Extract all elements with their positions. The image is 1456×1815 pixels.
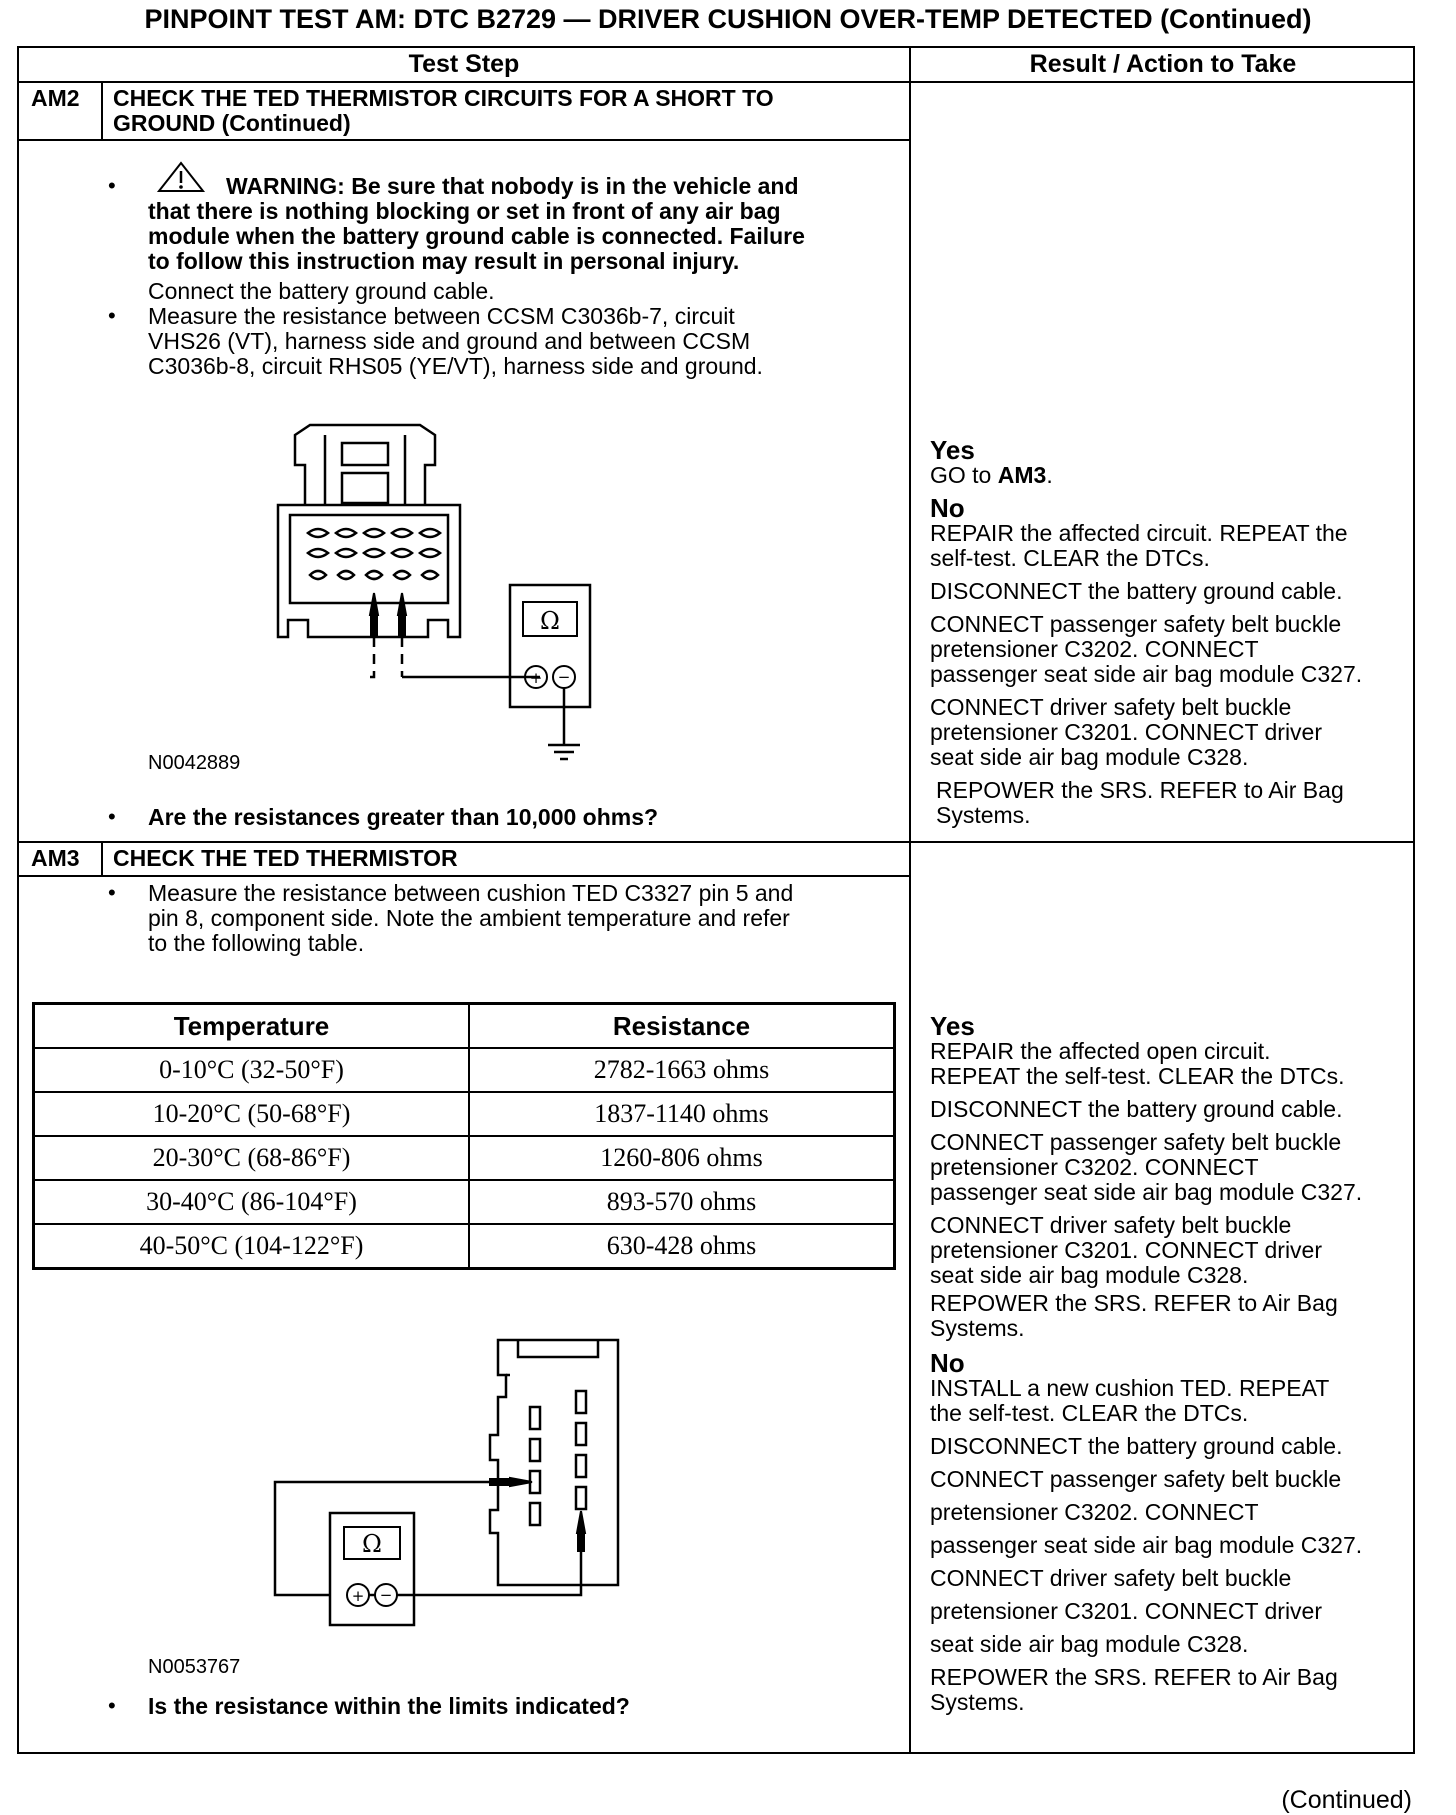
temperature-cell: 0-10°C (32-50°F) bbox=[34, 1048, 470, 1092]
svg-text:+: + bbox=[529, 669, 543, 687]
am3-yes-l4: CONNECT passenger safety belt buckle bbox=[930, 1129, 1342, 1155]
resistance-cell: 1260-806 ohms bbox=[469, 1136, 895, 1180]
bullet: • bbox=[108, 880, 116, 905]
measure-line3: C3036b-8, circuit RHS05 (YE/VT), harness side and ground. bbox=[148, 353, 763, 379]
am3-measure-line1: Measure the resistance between cushion TED C3327 pin 5 and bbox=[148, 880, 794, 906]
resistance-cell: 630-428 ohms bbox=[469, 1224, 895, 1269]
connector-diagram-c3036b bbox=[270, 415, 620, 780]
ohm-symbol: Ω bbox=[540, 607, 560, 635]
measure-line1: Measure the resistance between CCSM C3036b-7, circuit bbox=[148, 303, 735, 329]
am3-no-l7: CONNECT driver safety belt buckle bbox=[930, 1565, 1292, 1591]
warning-line3: module when the battery ground cable is connected. Failure bbox=[148, 223, 805, 249]
am3-yes-l1: REPAIR the affected open circuit. bbox=[930, 1038, 1271, 1064]
temperature-cell: 30-40°C (86-104°F) bbox=[34, 1180, 470, 1224]
warning-line4: to follow this instruction may result in personal injury. bbox=[148, 248, 740, 274]
table-header-row bbox=[34, 1004, 895, 1049]
am3-measure-line3: to the following table. bbox=[148, 930, 365, 956]
table-row bbox=[34, 1180, 895, 1224]
table-row bbox=[34, 1048, 895, 1092]
resistance-cell: 1837-1140 ohms bbox=[469, 1092, 895, 1136]
step-title-am2-line2: GROUND (Continued) bbox=[113, 110, 351, 136]
temperature-cell: 10-20°C (50-68°F) bbox=[34, 1092, 470, 1136]
am3-no-l11: Systems. bbox=[930, 1689, 1025, 1715]
am3-measure-line2: pin 8, component side. Note the ambient temperature and refer bbox=[148, 905, 790, 931]
am2-no-label: No bbox=[930, 493, 965, 523]
am2-result: Yes GO to AM3. No REPAIR the affected circuit. REPEAT the self-test. CLEAR the DTCs. DISCONNECT the battery ground cable. CONNECT passenger safety belt buckle pretensioner C3202. CONNECT passenger seat side air bag module C327. CONNECT driver safety belt buckle pretensioner C3201. CONNECT driver seat side air bag module C328. REPOWER the SRS. REFER to Air Bag Systems. bbox=[930, 438, 1410, 828]
temperature-cell: 20-30°C (68-86°F) bbox=[34, 1136, 470, 1180]
am2-no-l2: self-test. CLEAR the DTCs. bbox=[930, 545, 1210, 571]
continued-label: (Continued) bbox=[1281, 1786, 1412, 1814]
am3-yes-l6: passenger seat side air bag module C327. bbox=[930, 1179, 1363, 1205]
am3-yes-l5: pretensioner C3202. CONNECT bbox=[930, 1154, 1259, 1180]
ohm-symbol: Ω bbox=[362, 1530, 382, 1558]
table-row bbox=[34, 1136, 895, 1180]
am3-result bbox=[930, 1011, 1410, 1715]
connector-diagram-c3327 bbox=[270, 1335, 640, 1660]
resistance-cell: 2782-1663 ohms bbox=[469, 1048, 895, 1092]
header-result: Result / Action to Take bbox=[1029, 50, 1297, 78]
am2-no-l6: passenger seat side air bag module C327. bbox=[930, 661, 1363, 687]
am3-no-l9: seat side air bag module C328. bbox=[930, 1631, 1249, 1657]
temperature-resistance-table bbox=[32, 1002, 896, 1270]
step-title-am2-line1: CHECK THE TED THERMISTOR CIRCUITS FOR A SHORT TO bbox=[113, 85, 774, 111]
page-title: PINPOINT TEST AM: DTC B2729 — DRIVER CUSHION OVER-TEMP DETECTED (Continued) bbox=[144, 4, 1312, 34]
am2-no-l4: CONNECT passenger safety belt buckle bbox=[930, 611, 1342, 637]
temperature-cell: 40-50°C (104-122°F) bbox=[34, 1224, 470, 1269]
am3-yes-l10: REPOWER the SRS. REFER to Air Bag bbox=[930, 1290, 1338, 1316]
step-title-am3: CHECK THE TED THERMISTOR bbox=[113, 845, 458, 871]
bullet: • bbox=[108, 173, 116, 198]
am3-question: Is the resistance within the limits indicated? bbox=[148, 1693, 630, 1719]
figure-id-n0042889: N0042889 bbox=[148, 752, 241, 774]
am2-no-l8: pretensioner C3201. CONNECT driver bbox=[930, 719, 1323, 745]
am2-no-l11: Systems. bbox=[936, 802, 1031, 828]
am2-no-l7: CONNECT driver safety belt buckle bbox=[930, 694, 1292, 720]
am3-yes-l11: Systems. bbox=[930, 1315, 1025, 1341]
am3-yes-l3: DISCONNECT the battery ground cable. bbox=[930, 1096, 1343, 1122]
header-test-step: Test Step bbox=[408, 50, 520, 78]
am3-no-l2: the self-test. CLEAR the DTCs. bbox=[930, 1400, 1249, 1426]
am2-no-l5: pretensioner C3202. CONNECT bbox=[930, 636, 1259, 662]
am3-no-l6: passenger seat side air bag module C327. bbox=[930, 1532, 1363, 1558]
am3-yes-l9: seat side air bag module C328. bbox=[930, 1262, 1249, 1288]
am3-yes-label: Yes bbox=[930, 1011, 975, 1041]
am2-question: Are the resistances greater than 10,000 ohms? bbox=[148, 804, 659, 830]
am3-no-l3: DISCONNECT the battery ground cable. bbox=[930, 1433, 1343, 1459]
svg-text:+: + bbox=[351, 1587, 365, 1605]
figure-id-n0053767: N0053767 bbox=[148, 1656, 241, 1678]
bullet: • bbox=[108, 804, 116, 829]
bullet: • bbox=[108, 303, 116, 328]
connect-instruction: Connect the battery ground cable. bbox=[148, 278, 495, 304]
step-id-am3: AM3 bbox=[31, 845, 80, 871]
am3-yes-l2: REPEAT the self-test. CLEAR the DTCs. bbox=[930, 1063, 1345, 1089]
warning-line2: that there is nothing blocking or set in front of any air bag bbox=[148, 198, 781, 224]
svg-text:−: − bbox=[557, 668, 571, 686]
bullet: • bbox=[108, 1693, 116, 1718]
am3-no-l5: pretensioner C3202. CONNECT bbox=[930, 1499, 1259, 1525]
am3-yes-l7: CONNECT driver safety belt buckle bbox=[930, 1212, 1292, 1238]
table-row bbox=[34, 1224, 895, 1269]
am2-no-l3: DISCONNECT the battery ground cable. bbox=[930, 578, 1343, 604]
column-header-resistance: Resistance bbox=[469, 1004, 895, 1049]
am3-no-l1: INSTALL a new cushion TED. REPEAT bbox=[930, 1375, 1330, 1401]
am3-no-l4: CONNECT passenger safety belt buckle bbox=[930, 1466, 1342, 1492]
column-header-temperature: Temperature bbox=[34, 1004, 470, 1049]
am3-no-label: No bbox=[930, 1348, 965, 1378]
resistance-cell: 893-570 ohms bbox=[469, 1180, 895, 1224]
step-id-am2: AM2 bbox=[31, 85, 80, 111]
am3-no-l10: REPOWER the SRS. REFER to Air Bag bbox=[930, 1664, 1338, 1690]
table-row bbox=[34, 1092, 895, 1136]
am2-no-l9: seat side air bag module C328. bbox=[930, 744, 1249, 770]
measure-line2: VHS26 (VT), harness side and ground and between CCSM bbox=[148, 328, 751, 354]
am2-yes-text: GO to bbox=[930, 462, 998, 488]
am3-no-l8: pretensioner C3201. CONNECT driver bbox=[930, 1598, 1323, 1624]
warning-line1: WARNING: Be sure that nobody is in the vehicle and bbox=[226, 173, 799, 199]
warning-icon bbox=[156, 160, 206, 199]
am3-yes-l8: pretensioner C3201. CONNECT driver bbox=[930, 1237, 1323, 1263]
am2-no-l1: REPAIR the affected circuit. REPEAT the bbox=[930, 520, 1348, 546]
am2-no-l10: REPOWER the SRS. REFER to Air Bag bbox=[936, 777, 1344, 803]
svg-text:−: − bbox=[379, 1586, 393, 1604]
am2-yes-label: Yes bbox=[930, 435, 975, 465]
am2-yes-target: AM3 bbox=[997, 462, 1047, 488]
